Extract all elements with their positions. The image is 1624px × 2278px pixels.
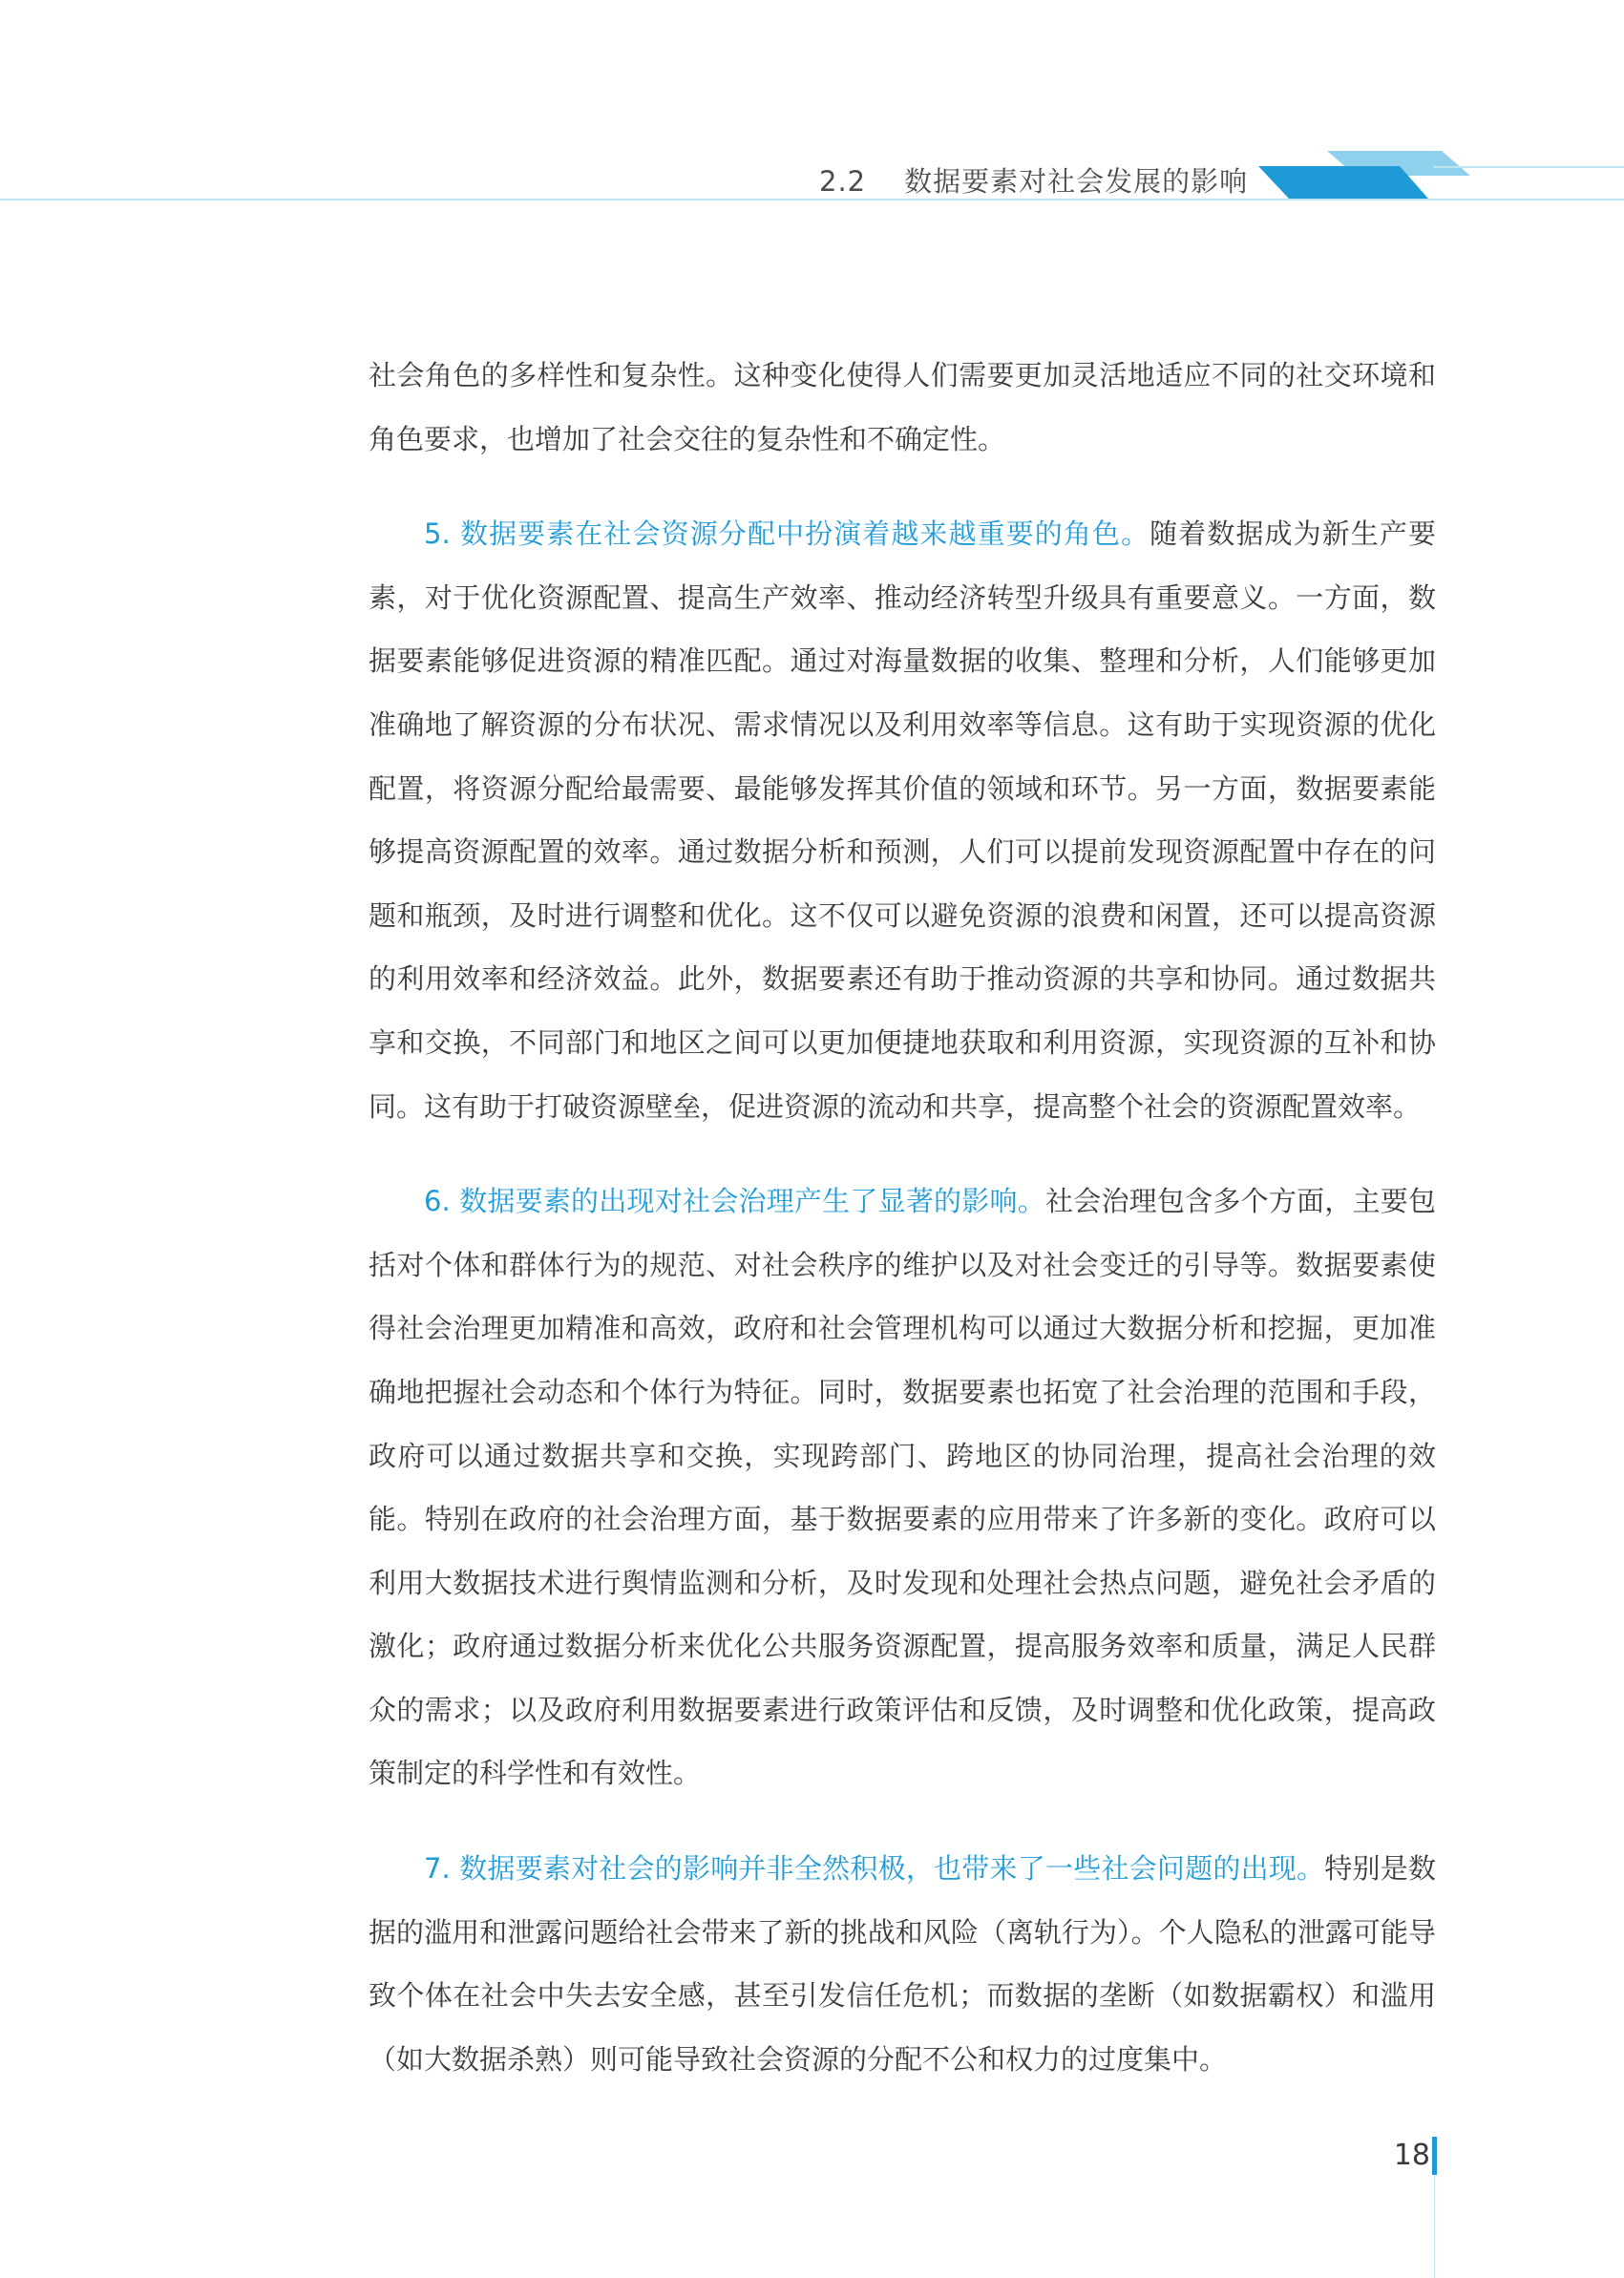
point-heading: 6. 数据要素的出现对社会治理产生了显著的影响。	[424, 1185, 1045, 1218]
paragraph-text: 社会角色的多样性和复杂性。这种变化使得人们需要更加灵活地适应不同的社交环境和角色要求，也增加了社会交往的复杂性和不确定性。	[369, 359, 1436, 455]
page-number: 18	[1393, 2139, 1430, 2172]
paragraph-text: 随着数据成为新生产要素，对于优化资源配置、提高生产效率、推动经济转型升级具有重要意义。一方面，数据要素能够促进资源的精准匹配。通过对海量数据的收集、整理和分析，人们能够更加准确地了解资源的分布状况、需求情况以及利用效率等信息。这有助于实现资源的优化配置，将资源分配给最需要、最能够发挥其价值的领域和环节。另一方面，数据要素能够提高资源配置的效率。通过数据分析和预测，人们可以提前发现资源配置中存在的问题和瓶颈，及时进行调整和优化。这不仅可以避免资源的浪费和闲置，还可以提高资源的利用效率和经济效益。此外，数据要素还有助于推动资源的共享和协同。通过数据共享和交换，不同部门和地区之间可以更加便捷地获取和利用资源，实现资源的互补和协同。这有助于打破资源壁垒，促进资源的流动和共享，提高整个社会的资源配置效率。	[369, 517, 1436, 1123]
page-number-marker	[1432, 2137, 1437, 2175]
paragraph-point-6	[369, 1170, 1436, 1805]
point-heading: 7. 数据要素对社会的影响并非全然积极，也带来了一些社会问题的出现。	[424, 1852, 1325, 1886]
paragraph-point-5	[369, 502, 1436, 1138]
section-number: 2.2	[819, 165, 867, 198]
section-title: 数据要素对社会发展的影响	[904, 165, 1249, 198]
header-decoration	[1251, 151, 1624, 204]
paragraph-text: 社会治理包含多个方面，主要包括对个体和群体行为的规范、对社会秩序的维护以及对社会变迁的引导等。数据要素使得社会治理更加精准和高效，政府和社会管理机构可以通过大数据分析和挖掘，更加准确地把握社会动态和个体行为特征。同时，数据要素也拓宽了社会治理的范围和手段，政府可以通过数据共享和交换，实现跨部门、跨地区的协同治理，提高社会治理的效能。特别在政府的社会治理方面，基于数据要素的应用带来了许多新的变化。政府可以利用大数据技术进行舆情监测和分析，及时发现和处理社会热点问题，避免社会矛盾的激化；政府通过数据分析来优化公共服务资源配置，提高服务效率和质量，满足人民群众的需求；以及政府利用数据要素进行政策评估和反馈，及时调整和优化政策，提高政策制定的科学性和有效性。	[369, 1185, 1436, 1790]
header-deco-dark-band	[1258, 166, 1428, 199]
page-edge-rule	[1434, 2175, 1435, 2278]
paragraph-continued	[369, 344, 1436, 471]
paragraph-point-7	[369, 1837, 1436, 2091]
paragraph-text: 特别是数据的滥用和泄露问题给社会带来了新的挑战和风险（离轨行为）。个人隐私的泄露可能导致个体在社会中失去安全感，甚至引发信任危机；而数据的垄断（如数据霸权）和滥用（如大数据杀熟）则可能导致社会资源的分配不公和权力的过度集中。	[369, 1852, 1436, 2076]
point-heading: 5. 数据要素在社会资源分配中扮演着越来越重要的角色。	[424, 517, 1150, 551]
body-text	[369, 344, 1436, 2122]
header-deco-tail	[1432, 166, 1624, 168]
running-header	[819, 160, 1248, 202]
